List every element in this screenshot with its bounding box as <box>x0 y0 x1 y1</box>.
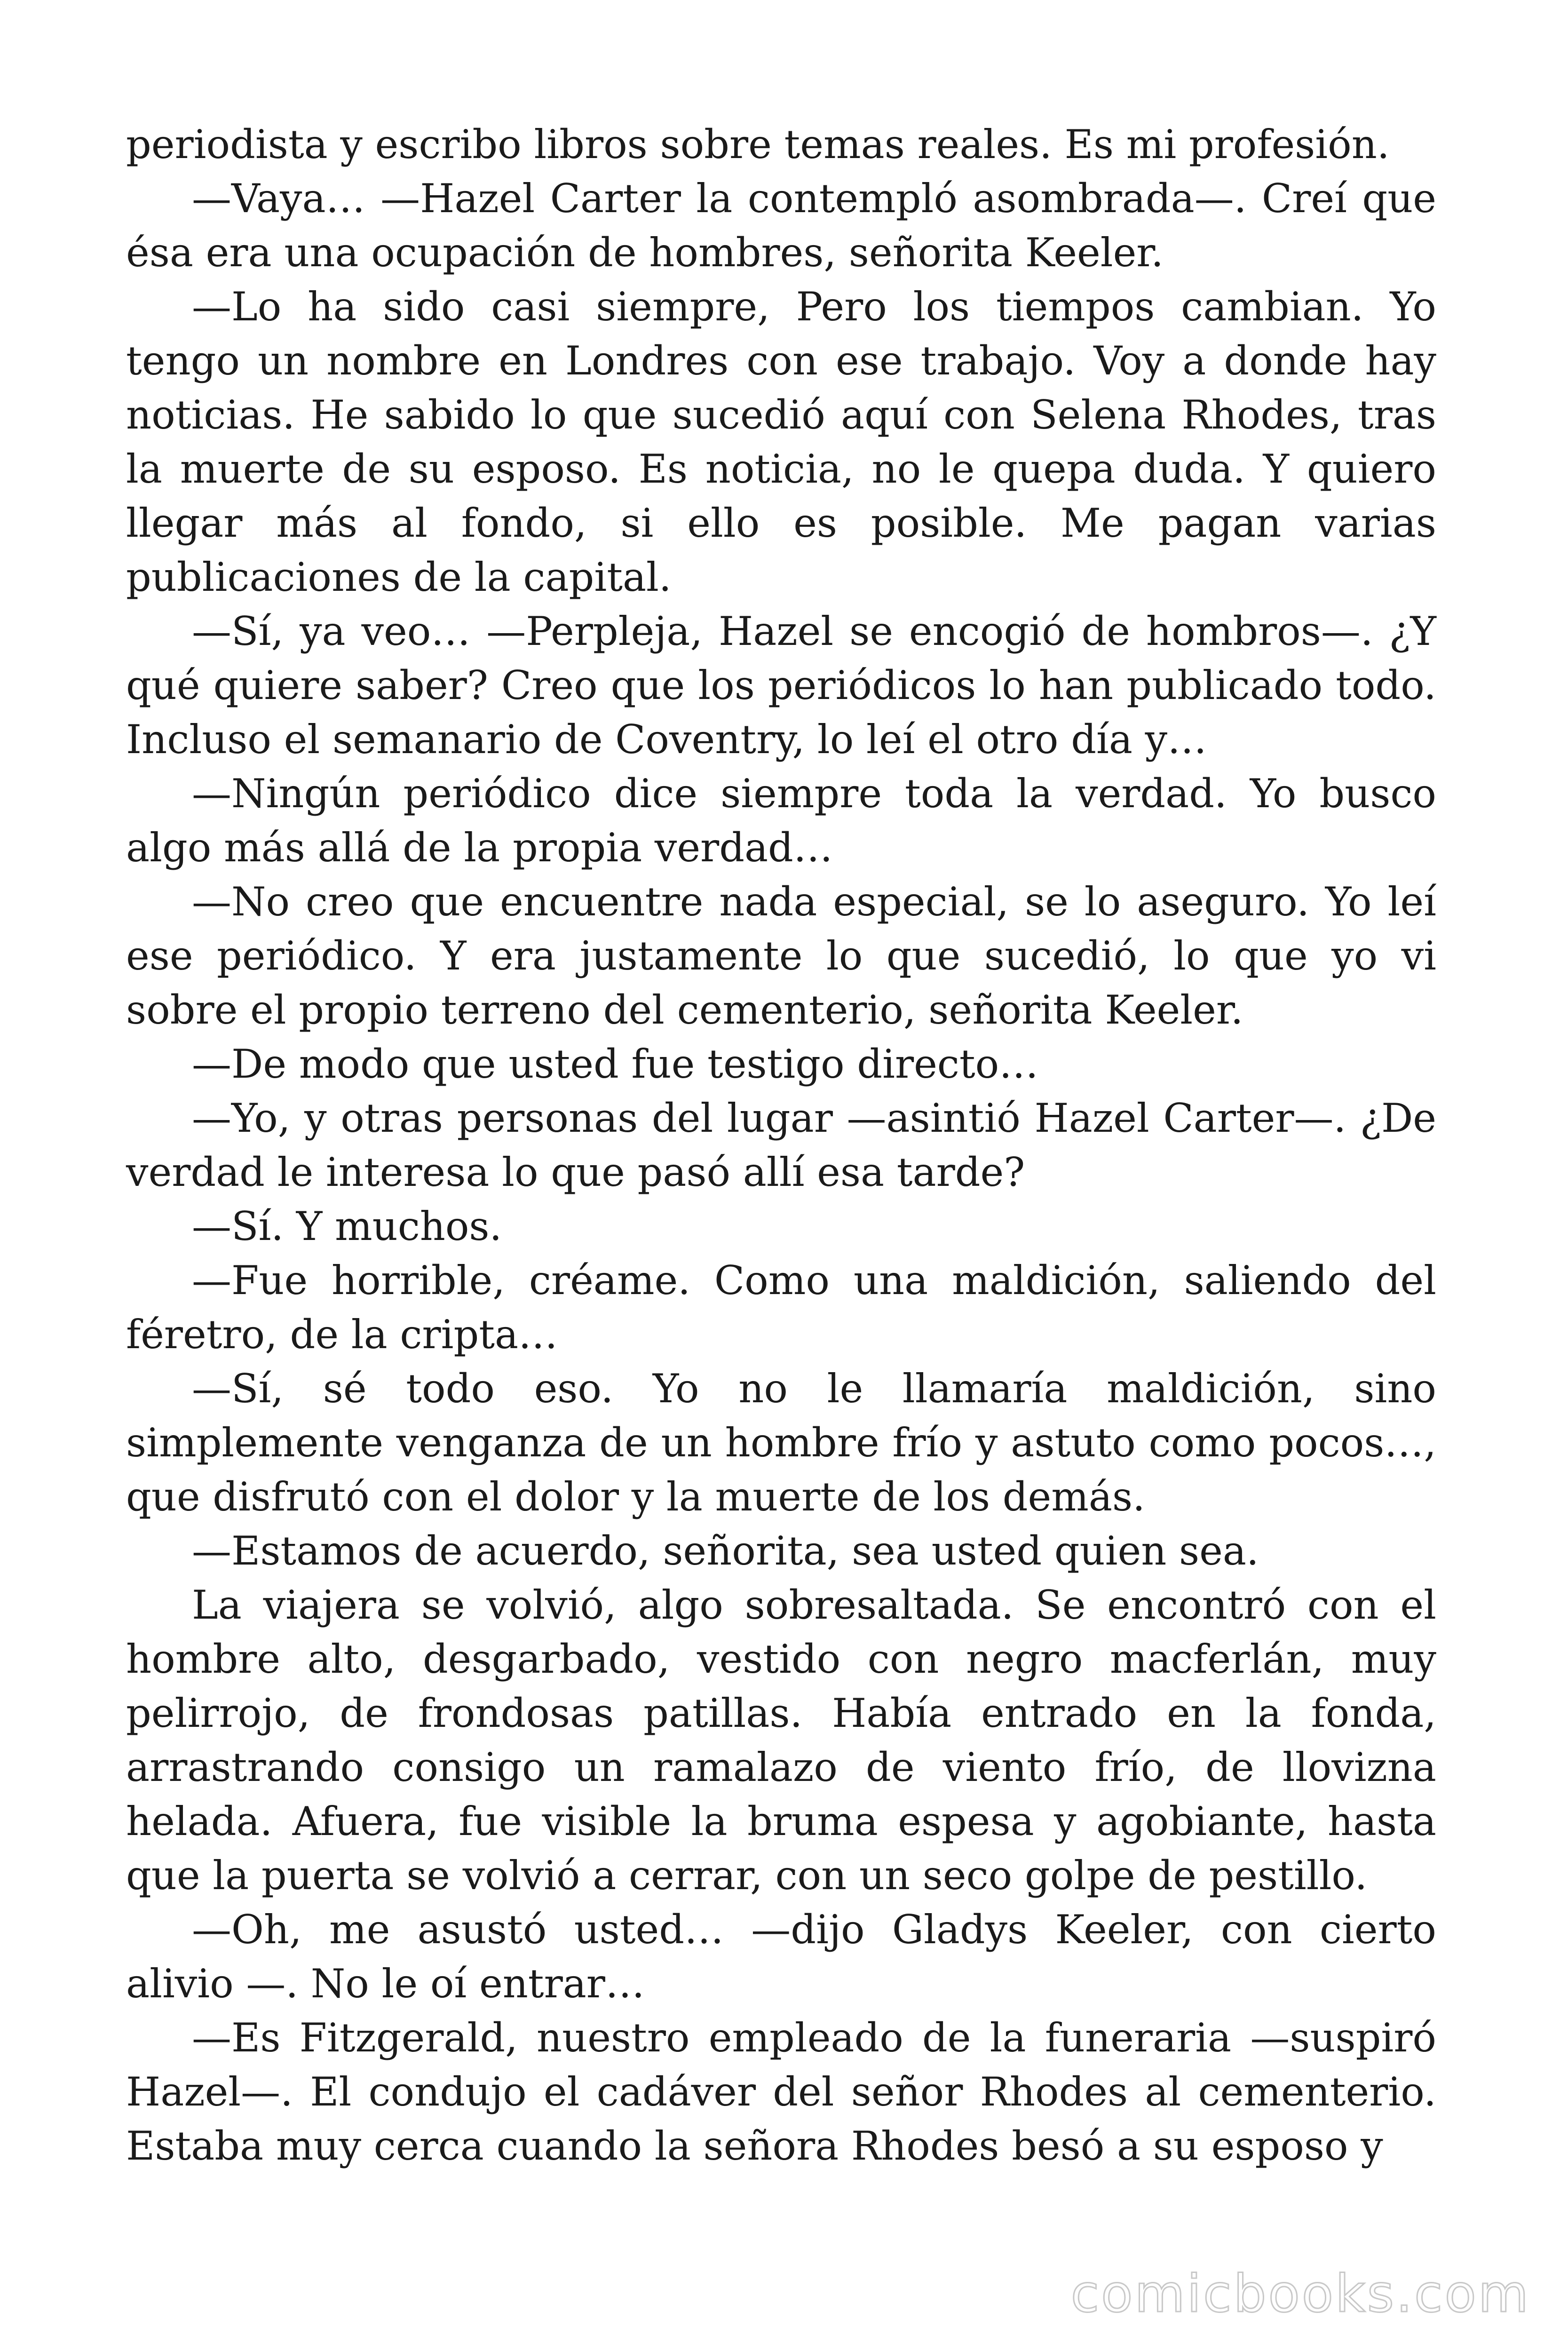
paragraph-4: —Sí, ya veo… —Perpleja, Hazel se encogió de hombros—. ¿Y qué quiere saber? Creo que los periódicos lo han publicado todo. Incluso el semanario de Coventry, lo leí el otro día y… <box>126 608 1436 763</box>
watermark: comicbooks.com <box>1070 2264 1530 2324</box>
paragraph-12: —Estamos de acuerdo, señorita, sea usted quien sea. <box>192 1528 1259 1574</box>
paragraph-2: —Vaya… —Hazel Carter la contempló asombrada—. Creí que ésa era una ocupación de hombres, señorita Keeler. <box>126 175 1436 276</box>
paragraph-9: —Sí. Y muchos. <box>192 1203 502 1249</box>
paragraph-8: —Yo, y otras personas del lugar —asintió Hazel Carter—. ¿De verdad le interesa lo que pasó allí esa tarde? <box>126 1095 1436 1195</box>
page-text <box>126 118 1436 2234</box>
paragraph-1: periodista y escribo libros sobre temas reales. Es mi profesión. <box>126 121 1390 167</box>
paragraph-7: —De modo que usted fue testigo directo… <box>192 1041 1039 1087</box>
paragraph-10: —Fue horrible, créame. Como una maldición, saliendo del féretro, de la cripta… <box>126 1257 1436 1358</box>
paragraph-14: —Oh, me asustó usted… —dijo Gladys Keeler, con cierto alivio —. No le oí entrar… <box>126 1907 1436 2007</box>
paragraph-5: —Ningún periódico dice siempre toda la verdad. Yo busco algo más allá de la propia verdad… <box>126 771 1436 871</box>
paragraph-15: —Es Fitzgerald, nuestro empleado de la funeraria —suspiró Hazel—. El condujo el cadáver del señor Rhodes al cementerio. Estaba muy cerca cuando la señora Rhodes besó a su esposo y <box>126 2015 1436 2169</box>
paragraph-11: —Sí, sé todo eso. Yo no le llamaría maldición, sino simplemente venganza de un hombre frío y astuto como pocos…, que disfrutó con el dolor y la muerte de los demás. <box>126 1366 1436 1520</box>
paragraph-3: —Lo ha sido casi siempre, Pero los tiempos cambian. Yo tengo un nombre en Londres con ese trabajo. Voy a donde hay noticias. He sabido lo que sucedió aquí con Selena Rhodes, tras la muerte de su esposo. Es noticia, no le quepa duda. Y quiero llegar más al fondo, si ello es posible. Me pagan varias publicaciones de la capital. <box>126 284 1436 600</box>
paragraph-13: La viajera se volvió, algo sobresaltada. Se encontró con el hombre alto, desgarbado, vestido con negro macferlán, muy pelirrojo, de frondosas patillas. Había entrado en la fonda, arrastrando consigo un ramalazo de viento frío, de llovizna helada. Afuera, fue visible la bruma espesa y agobiante, hasta que la puerta se volvió a cerrar, con un seco golpe de pestillo. <box>126 1582 1436 1899</box>
paragraph-6: —No creo que encuentre nada especial, se lo aseguro. Yo leí ese periódico. Y era justamente lo que sucedió, lo que yo vi sobre el propio terreno del cementerio, señorita Keeler. <box>126 879 1436 1033</box>
